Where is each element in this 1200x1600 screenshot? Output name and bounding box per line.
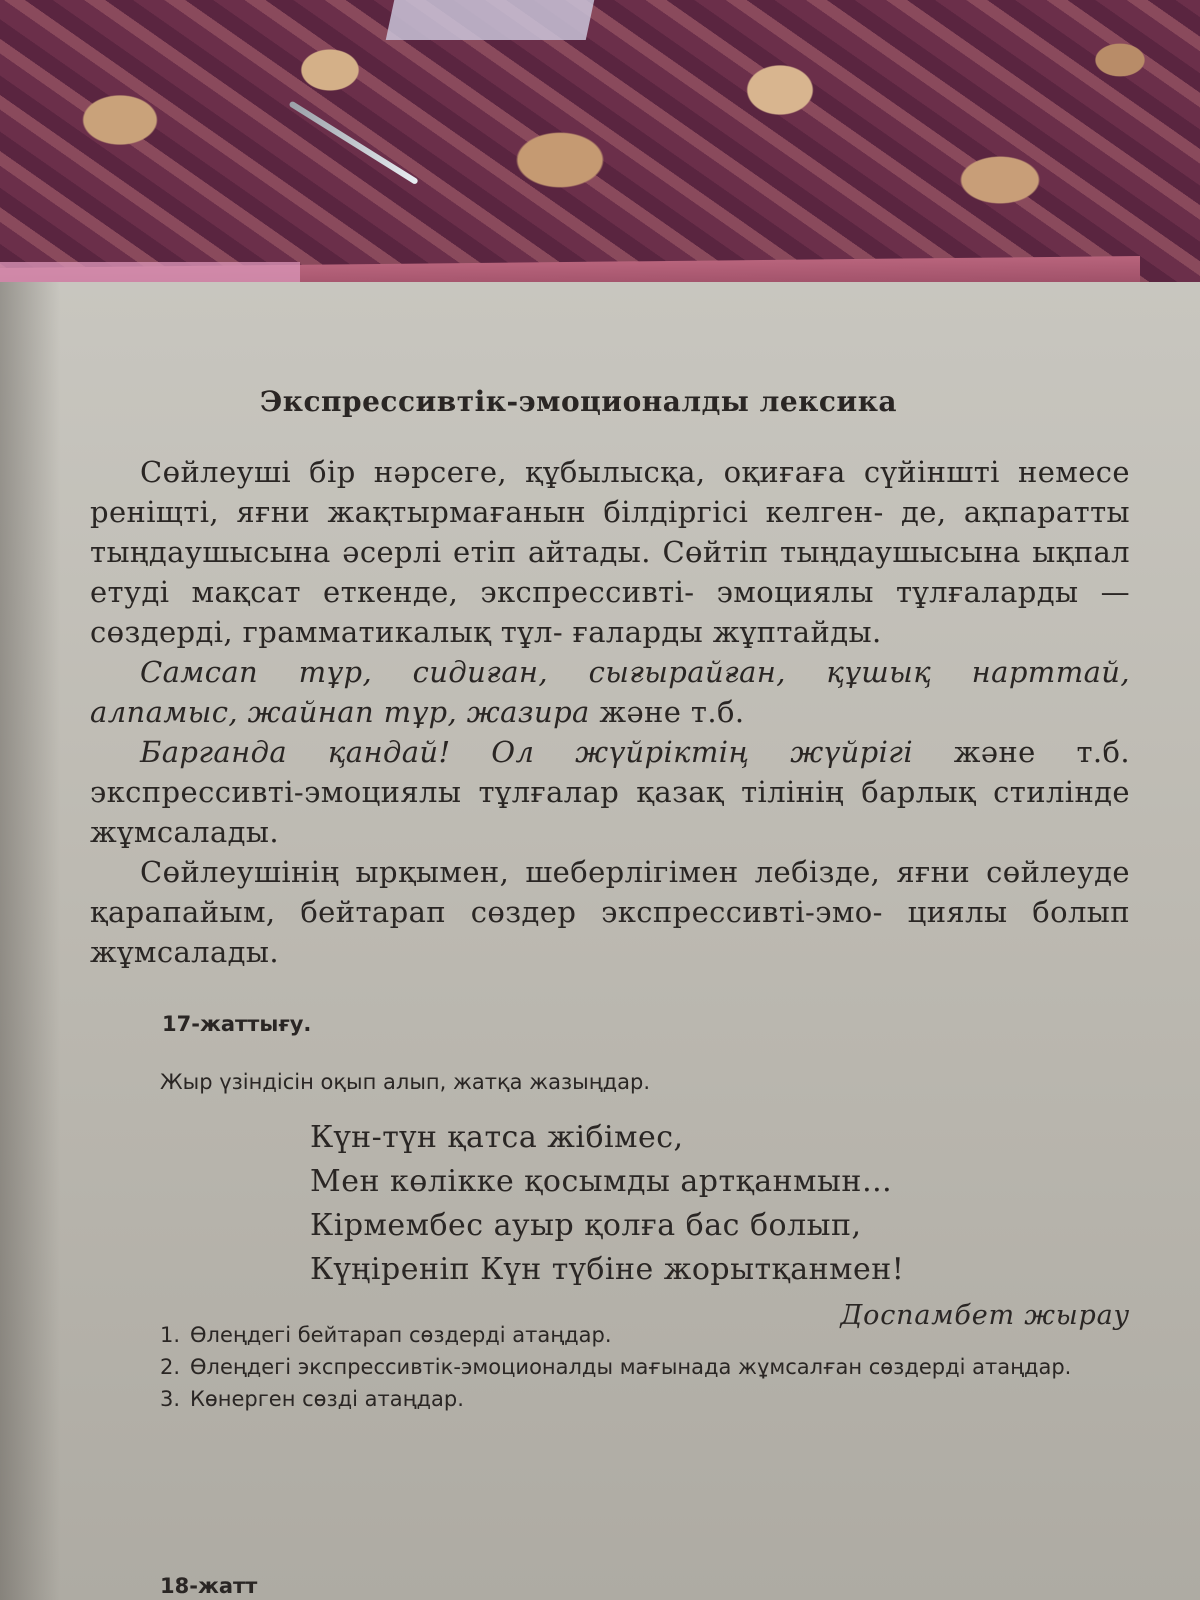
question-number: 2. bbox=[160, 1355, 181, 1379]
examples-1 bbox=[90, 652, 1130, 732]
poem-line: Күн-түн қатса жібімес, bbox=[310, 1120, 684, 1155]
object-on-carpet bbox=[386, 0, 595, 40]
examples-2-tail: және т.б. экспрессивті-эмоциялы тұлғалар қазақ тілінің барлық стилінде жұмсалады. bbox=[90, 735, 1130, 849]
body-text bbox=[90, 452, 1130, 972]
paragraph-1: Сөйлеуші бір нәрсеге, құбылысқа, оқиғаға сүйіншті немесе реніщті, яғни жақтырмағанын білдіргісі келген- де, ақпаратты тыңдаушысына әсерлі етіп айтады. Сөйтіп тыңдаушысына ықпал етуді мақсат еткенде, экспрессивті- эмоциялы тұлғаларды — сөздерді, грамматикалық тұл- ғаларды жұптайды. bbox=[90, 455, 1130, 649]
examples-1-italic: Самсап тұр, сидиған, сығырайған, құшық нарттай, алпамыс, жайнап тұр, жазира bbox=[90, 655, 1130, 729]
page-title: Экспрессивтік-эмоционалды лексика bbox=[260, 385, 898, 418]
examples-1-tail: және т.б. bbox=[589, 695, 745, 729]
examples-2-italic: Барганда қандай! Ол жүйріктің жүйрігі bbox=[140, 735, 914, 769]
question-list bbox=[160, 1319, 1130, 1415]
carpet-background bbox=[0, 0, 1200, 300]
poem-author: Доспамбет жырау bbox=[840, 1300, 1130, 1331]
question-number: 1. bbox=[160, 1323, 181, 1347]
poem-line: Мен көлікке қосымды артқанмын… bbox=[310, 1164, 893, 1199]
exercise-task: Жыр үзіндісін оқып алып, жатқа жазыңдар. bbox=[160, 1070, 651, 1094]
question-text: Көнерген сөзді атаңдар. bbox=[190, 1387, 464, 1411]
exercise-heading: 17-жаттығу. bbox=[162, 1012, 312, 1036]
page-shadow bbox=[0, 282, 60, 1600]
question-item bbox=[160, 1351, 1130, 1383]
poem-line: Кірмембес ауыр қолға бас болып, bbox=[310, 1208, 862, 1243]
paragraph-2: Сөйлеушінің ырқымен, шеберлігімен лебізде, яғни сөйлеуде қарапайым, бейтарап сөздер экспрессивті-эмо- циялы болып жұмсалады. bbox=[90, 855, 1130, 969]
page-content bbox=[90, 385, 1130, 1415]
question-text: Өлеңдегі бейтарап сөздерді атаңдар. bbox=[190, 1323, 612, 1347]
question-text: Өлеңдегі экспрессивтік-эмоционалды мағынада жұмсалған сөздерді атаңдар. bbox=[190, 1355, 1072, 1379]
poem bbox=[310, 1116, 1130, 1292]
poem-line: Күңіреніп Күн түбіне жорытқанмен! bbox=[310, 1252, 905, 1287]
question-item bbox=[160, 1383, 1130, 1415]
next-exercise-heading: 18-жатт bbox=[160, 1574, 258, 1598]
examples-2 bbox=[90, 732, 1130, 852]
question-number: 3. bbox=[160, 1387, 181, 1411]
